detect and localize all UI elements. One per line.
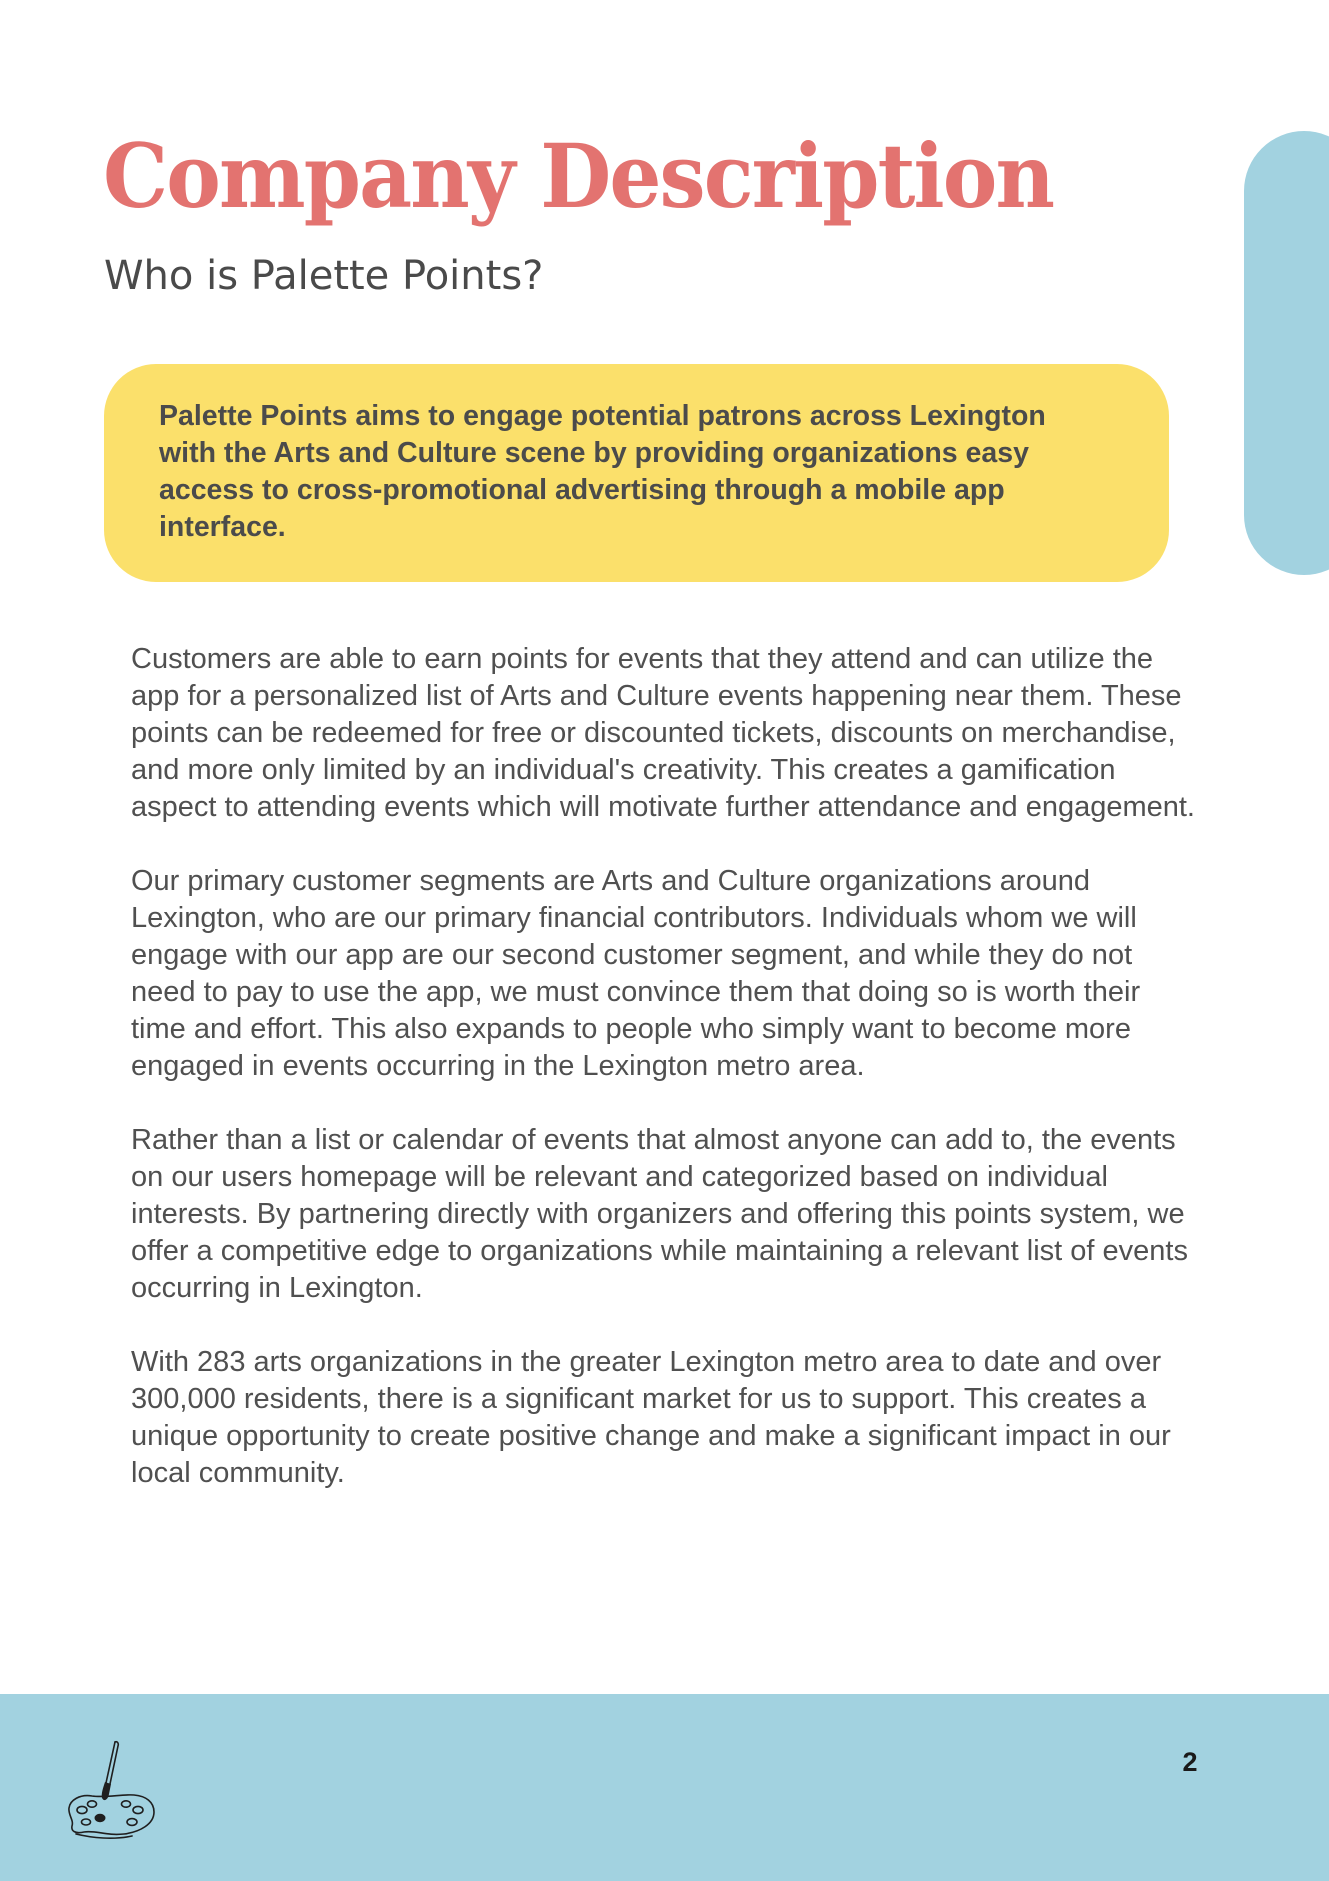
- page-number: 2: [1182, 1747, 1198, 1777]
- decorative-side-tab: [1244, 131, 1329, 575]
- paragraph: Rather than a list or calendar of events that almost anyone can add to, the events on our users homepage will be relevant and categorized based on individual interests. By partnering directly with organizers and offering this points system, we offer a competitive edge to organizations while maintaining a relevant list of events occurring in Lexington.: [131, 1124, 1188, 1304]
- page-title: Company Description: [103, 124, 1054, 228]
- body-text: [131, 641, 1201, 1529]
- paragraph: With 283 arts organizations in the greater Lexington metro area to date and over 300,000 residents, there is a significant market for us to support. This creates a unique opportunity to create positive change and make a significant impact in our local community.: [131, 1346, 1171, 1489]
- summary-callout: [104, 364, 1169, 582]
- callout-text: Palette Points aims to engage potential patrons across Lexington with the Arts and Culture scene by providing organizations easy access to cross-promotional advertising through a mobile app interface.: [159, 400, 1046, 543]
- footer-band: [0, 1694, 1329, 1881]
- page-subtitle: Who is Palette Points?: [104, 253, 544, 299]
- paragraph: Customers are able to earn points for events that they attend and can utilize the app for a personalized list of Arts and Culture events happening near them. These points can be redeemed for free or discounted tickets, discounts on merchandise, and more only limited by an individual's creativity. This creates a gamification aspect to attending events which will motivate further attendance and engagement.: [131, 643, 1195, 823]
- paint-palette-brush-icon: [62, 1738, 166, 1842]
- paragraph: Our primary customer segments are Arts and Culture organizations around Lexington, who are our primary financial contributors. Individuals whom we will engage with our app are our second customer segment, and while they do not need to pay to use the app, we must convince them that doing so is worth their time and effort. This also expands to people who simply want to become more engaged in events occurring in the Lexington metro area.: [131, 865, 1141, 1082]
